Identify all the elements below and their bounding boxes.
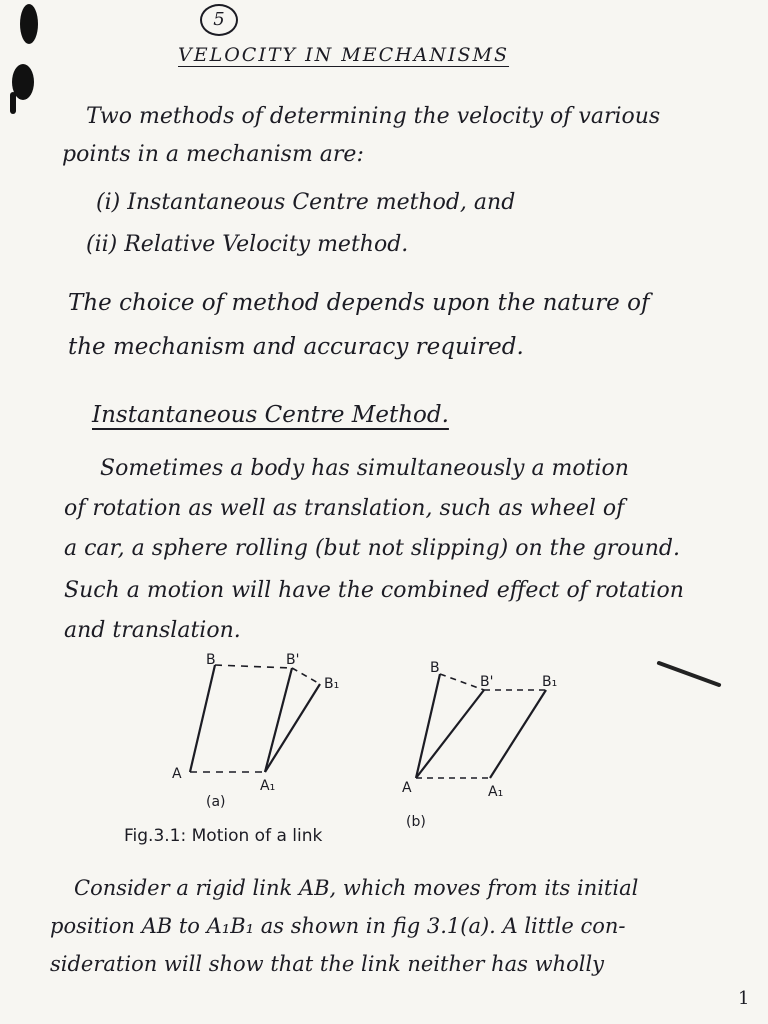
label-A: A xyxy=(172,766,182,782)
label-A1: A₁ xyxy=(488,784,504,800)
path-Bp-B1 xyxy=(292,668,320,684)
page-title: VELOCITY IN MECHANISMS xyxy=(178,44,510,66)
body-line: a car, a sphere rolling (but not slipping) on the ground. xyxy=(64,536,680,561)
label-A1: A₁ xyxy=(260,778,276,794)
list-item-method: (ii) Relative Velocity method. xyxy=(86,232,409,257)
figure-caption: Fig.3.1: Motion of a link xyxy=(124,826,323,846)
path-B-Bp xyxy=(215,665,292,668)
body-line: of rotation as well as translation, such as wheel of xyxy=(64,496,625,521)
body-line: Sometimes a body has simultaneously a motion xyxy=(100,456,629,481)
link-A1B1 xyxy=(265,684,320,772)
path-B-Bp xyxy=(440,674,484,690)
choice-line: The choice of method depends upon the nature of xyxy=(68,290,650,316)
page-number: 5 xyxy=(200,4,238,36)
figure-a xyxy=(190,665,320,772)
label-B1: B₁ xyxy=(542,674,558,690)
list-item-method: (i) Instantaneous Centre method, and xyxy=(96,190,516,215)
body-line: and translation. xyxy=(64,618,241,643)
body-line: Consider a rigid link AB, which moves from its initial xyxy=(74,876,639,900)
link-A1Bp xyxy=(265,668,292,772)
label-B: B xyxy=(430,660,440,676)
corner-mark: 1 xyxy=(738,988,750,1009)
intro-line: Two methods of determining the velocity of various xyxy=(86,104,661,129)
label-Bp: B' xyxy=(480,674,494,690)
body-line: sideration will show that the link neither has wholly xyxy=(50,952,605,976)
label-Bp: B' xyxy=(286,652,300,668)
link-A1B1 xyxy=(490,690,546,778)
pen-scribble xyxy=(656,660,721,687)
ink-blot xyxy=(20,4,38,44)
label-B: B xyxy=(206,652,216,668)
ink-blot xyxy=(10,92,16,114)
label-B1: B₁ xyxy=(324,676,340,692)
label-A: A xyxy=(402,780,412,796)
intro-line: points in a mechanism are: xyxy=(62,142,364,167)
body-line: Such a motion will have the combined effect of rotation xyxy=(64,578,684,603)
body-line: position AB to A₁B₁ as shown in fig 3.1(a). A little con- xyxy=(50,914,626,938)
subfigure-label-b: (b) xyxy=(406,814,426,830)
choice-line: the mechanism and accuracy required. xyxy=(68,334,524,360)
subfigure-label-a: (a) xyxy=(206,794,226,810)
link-AB xyxy=(190,665,215,772)
section-heading: Instantaneous Centre Method. xyxy=(92,402,449,428)
